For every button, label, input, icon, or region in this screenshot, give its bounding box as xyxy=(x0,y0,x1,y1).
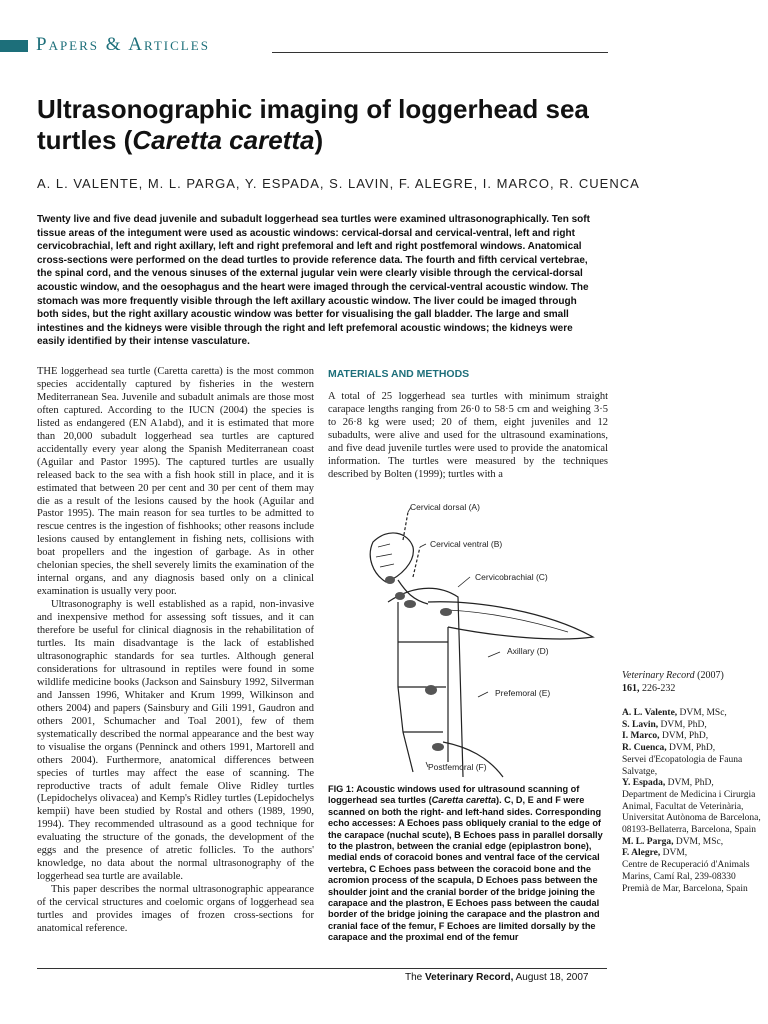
affil-detail: DVM, MSc, xyxy=(677,708,727,718)
label-cervical-dorsal: Cervical dorsal (A) xyxy=(410,502,480,512)
methods-heading: MATERIALS AND METHODS xyxy=(328,368,470,380)
body-paragraph: This paper describes the normal ultrasonographic appearance of the cervical structures and coelomic organs of loggerhead sea turtles and provides images of frozen cross-sections for anatomical reference. xyxy=(37,884,314,934)
affil-detail: DVM, xyxy=(660,848,688,859)
affil-detail: DVM, PhD, xyxy=(665,778,714,789)
methods-paragraph: A total of 25 loggerhead sea turtles with minimum straight carapace lengths ranging from 26·0 to 58·5 cm and weighing 3·5 to 26·8 kg were used; 20 of them, eight juveniles and 12 subadults, were alive and used for the ultrasound examinations, and five dead juvenile turtles were used to provide the anatomical information. The turtles were measured by the techniques described by Bolten (1999); turtles with a xyxy=(328,391,608,480)
affil-detail: Centre de Recuperació d'Animals Marins, Camí Ral, 239-08330 Premià de Mar, Barcelona, Spain xyxy=(622,860,750,894)
affil-name: S. Lavin, xyxy=(622,719,659,730)
body-paragraph: Ultrasonography is well established as a rapid, non-invasive and inexpensive method for assessing soft tissues, and it can therefore be useful for clinical diagnosis in the rehabilitation of turtles. Its main disadvantage is the lack of established ultrasonographic standards for sea turtles. Although general considerations for ultrasound in reptiles were found in some wildlife medicine books (Jackson and Sainsbury 1992, Silverman and Janssen 1996, Whitaker and Krum 1999, Wilkinson and others 2004) and papers (Sainsbury and Gili 1991, Gaudron and others 2001, Schumacher and Toal 2001), few of them systematically described the normal appearance and the best way to visualise the organs (Penninck and others 1991, Martorell and others 2004). Furthermore, anatomical differences between species of turtles may affect the ease of scanning. The reproductive tracts of adult female Olive Ridley turtles (Lepidochelys olivacea) and Kemp's Ridley turtles (Lepidochelys kempii) have been studied by Rostal and others (1989, 1990, 1994). They recommended ultrasound as a good technique for evaluating the structure of the gonads, the development of the eggs and the presence of atretic follicles. To the authors' knowledge, no data about the normal ultrasonography of the loggerhead sea turtle are available. xyxy=(37,599,314,883)
footer-the: The xyxy=(405,972,426,983)
affil-name: F. Alegre, xyxy=(622,848,661,859)
head-outline xyxy=(370,533,413,582)
section-title: Papers & Articles xyxy=(36,34,210,55)
affiliation-line xyxy=(622,837,762,849)
window-f xyxy=(432,743,444,751)
affil-detail: Department de Medicina i Cirurgia Animal, Facultat de Veterinària, Universitat Autònoma de Barcelona, 08193-Bellaterra, Barcelona, Spain xyxy=(622,789,761,836)
affiliation-line xyxy=(622,778,762,790)
caption-latin: Caretta caretta xyxy=(431,795,497,806)
affil-detail: DVM, PhD, xyxy=(666,743,716,754)
citation xyxy=(622,670,752,695)
front-flipper xyxy=(428,602,593,639)
title-end: ) xyxy=(314,125,324,155)
caption-text: FIG 1: Acoustic windows used for ultrasound scanning of loggerhead sea turtles ( xyxy=(328,784,580,806)
body-paragraph: THE loggerhead sea turtle (Caretta caretta) is the most common species accidentally captured by fisheries in the western Mediterranean Sea. Juvenile and subadult animals are those most often captured. According to the IUCN (2004) the species is listed as endangered (EN A1abd), and it is estimated that more than 20,000 subadult loggerhead sea turtles are captured accidentally every year along the Spanish Mediterranean coast (Aguilar and Pastor 1995). The captured turtles are usually released back to the sea with a fish hook still in place, and it is estimated that between 20 per cent and 30 per cent of them may die as a result of the lesions caused by the hook (Aguilar and Pastor 1995). The main reason for sea turtles to be admitted to rescue centres is the ingestion of fishhooks; other reasons include lesions caused by entanglement in fishing nets, collisions with boat propellers and the ingestion of garbage. As in other chelonian species, the shell severely limits the examination of the internal organs, and any diagnosis based only on a clinical examination is usually very poor. xyxy=(37,366,314,598)
affiliation-line xyxy=(622,848,762,860)
affil-detail: Servei d'Ecopatologia de Fauna Salvatge, xyxy=(622,754,743,777)
affiliations xyxy=(622,708,762,895)
authors-line: A. L. VALENTE, M. L. PARGA, Y. ESPADA, S. LAVIN, F. ALEGRE, I. MARCO, R. CUENCA xyxy=(37,176,640,191)
title-latin: Caretta caretta xyxy=(132,125,315,155)
figure-1 xyxy=(328,492,618,782)
citation-journal: Veterinary Record xyxy=(622,670,695,681)
affil-name: R. Cuenca, xyxy=(622,743,667,754)
affiliation-line xyxy=(622,720,762,732)
article-title xyxy=(37,94,637,156)
body-left-column xyxy=(37,366,314,936)
window-c xyxy=(404,600,416,608)
citation-year: (2007) xyxy=(694,670,724,681)
citation-volume: 161, xyxy=(622,682,640,694)
label-cervical-ventral: Cervical ventral (B) xyxy=(430,539,503,549)
turtle-diagram xyxy=(328,492,618,782)
section-rule xyxy=(272,52,608,53)
affil-detail: DVM, MSc, xyxy=(673,836,724,847)
footer-rule xyxy=(37,968,607,969)
affiliation-line xyxy=(622,790,762,837)
caption-text-end: ). C, D, E and F were scanned on both the right- and left-hand sides. Corresponding echo accesses: A Echoes pass obliquely cranial to the edge of the carapace (nuchal scute), B Echoes pass in parallel dorsally to the plastron, between the cranial edge (epiplastron bone), medial ends of coracoid bones and ventral face of the cervical vertebra, C Echoes pass between the coracoid bone and the acromion process of the scapula, D Echoes pass between the shoulder joint and the cranial border of the bridge joining the carapace and the plastron, E Echoes pass between the caudal border of the bridge joining the carapace and the plastron and cranial face of the femur, F Echoes are limited dorsally by the carapace and the proximal end of the femur xyxy=(328,795,603,943)
affiliation-line xyxy=(622,755,762,778)
affil-name: I. Marco, xyxy=(622,731,660,742)
affiliation-line xyxy=(622,731,762,743)
window-e xyxy=(425,685,437,695)
label-cervicobrachial: Cervicobrachial (C) xyxy=(475,572,548,582)
label-postfemoral: Postfemoral (F) xyxy=(428,762,487,772)
page-footer xyxy=(405,972,588,983)
neck-outline xyxy=(398,580,428,604)
footer-date: August 18, 2007 xyxy=(513,972,589,983)
citation-pages: 226-232 xyxy=(639,682,676,694)
window-a xyxy=(385,576,395,584)
affil-detail: DVM, PhD, xyxy=(658,719,707,730)
label-prefemoral: Prefemoral (E) xyxy=(495,688,551,698)
affil-name: M. L. Parga, xyxy=(622,836,674,847)
window-d xyxy=(440,608,452,616)
affil-detail: DVM, PhD, xyxy=(659,731,709,742)
affil-name: A. L. Valente, xyxy=(622,708,678,718)
affiliation-line xyxy=(622,860,762,895)
affiliation-line xyxy=(622,743,762,755)
label-axillary: Axillary (D) xyxy=(507,646,549,656)
figure-caption xyxy=(328,784,606,944)
section-marker xyxy=(0,40,28,52)
window-b xyxy=(395,592,405,600)
affiliation-line xyxy=(622,708,762,720)
footer-journal: Veterinary Record, xyxy=(425,972,514,983)
title-text: Ultrasonographic imaging of loggerhead sea turtles ( xyxy=(37,94,589,155)
affil-name: Y. Espada, xyxy=(622,778,666,789)
abstract: Twenty live and five dead juvenile and subadult loggerhead sea turtles were examined ultrasonographically. Ten soft tissue areas of the integument were used as acoustic windows: cervical-dorsal and cervical-ventral, left and right cervicobrachial, left and right axillary, left and right prefemoral and left and right postfemoral windows. Anatomical cross-sections were performed on the dead turtles to provide reference data. The fourth and fifth cervical vertebrae, the spinal cord, and the venous sinuses of the external jugular vein were clearly visible through the cervical-dorsal acoustic window, and the oesophagus and the heart were imaged through the cervical-ventral acoustic window. The stomach was more frequently visible through the left axillary acoustic window. The liver could be imaged through both sides, but the right axillary acoustic window was better for visualising the gall bladder. The large and small intestines and the kidneys were visible through the right and left prefemoral acoustic windows; the kidneys were easily identified by their intense vasculature. xyxy=(37,214,590,348)
carapace-outline xyxy=(388,588,463,777)
